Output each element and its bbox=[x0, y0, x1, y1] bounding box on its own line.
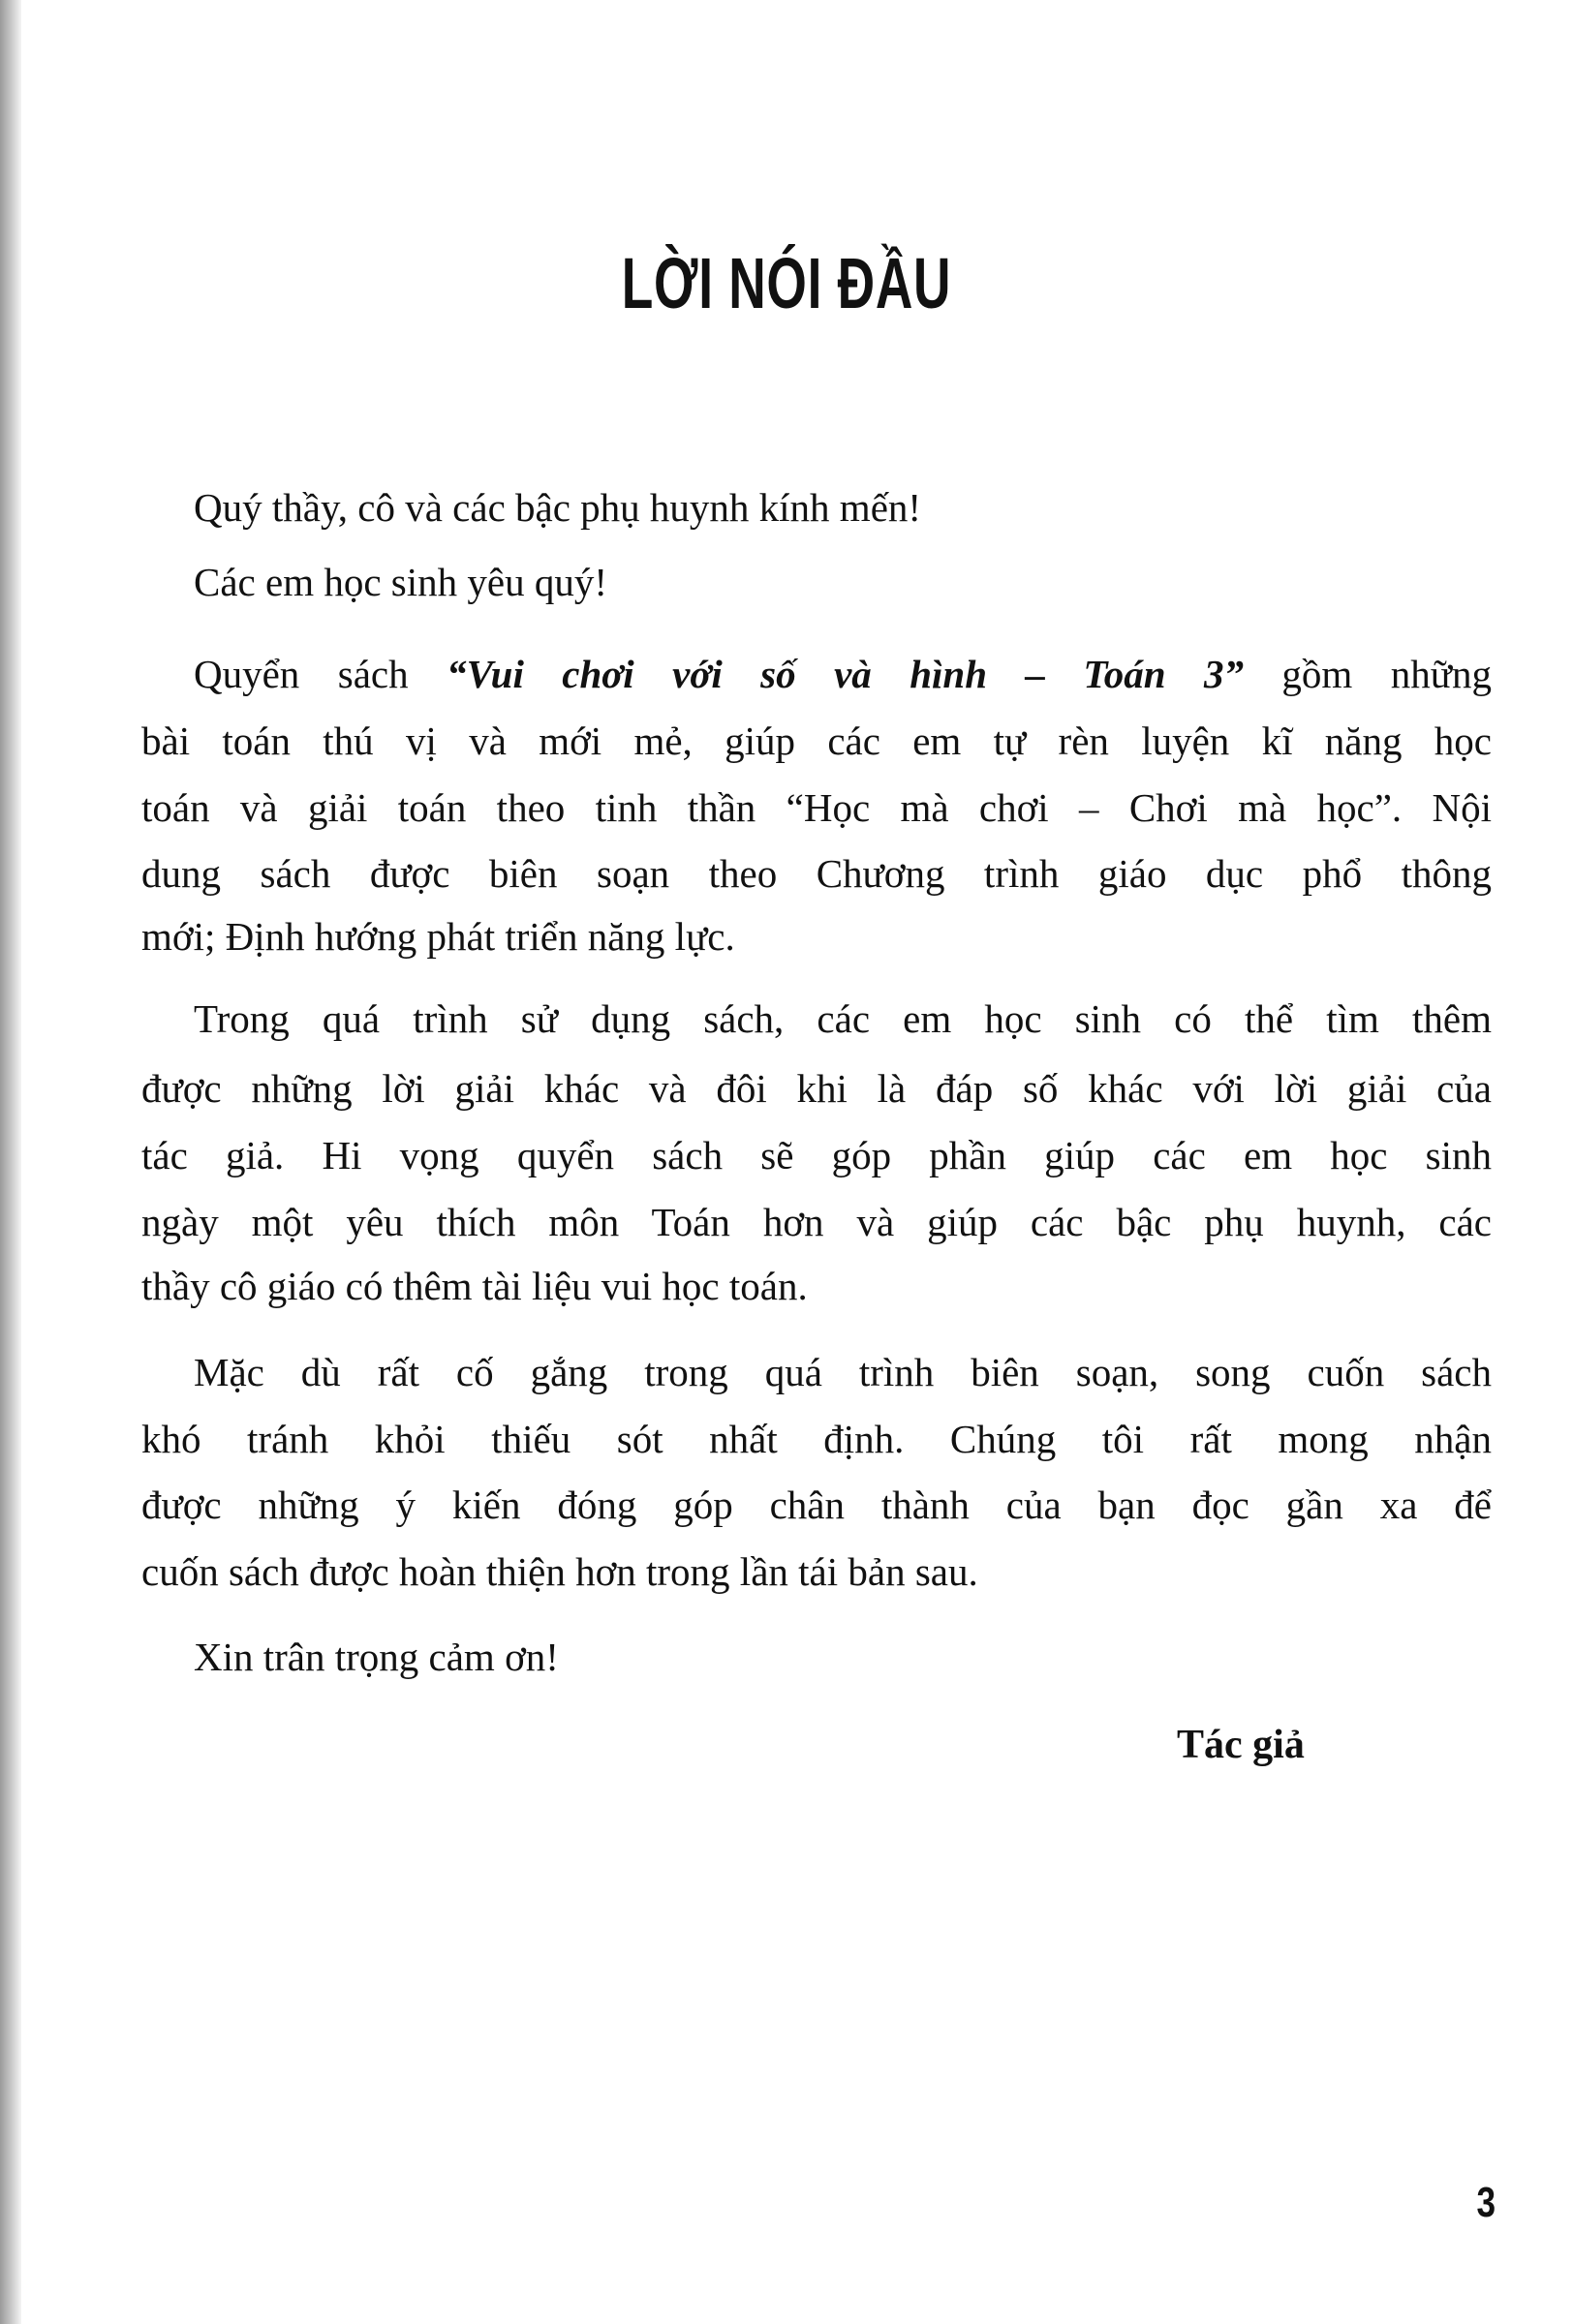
paragraph-line: được những ý kiến đóng góp chân thành của bạn đọc gần xa để bbox=[141, 1483, 1492, 1527]
paragraph-line: bài toán thú vị và mới mẻ, giúp các em tự rèn luyện kĩ năng học bbox=[141, 719, 1492, 763]
paragraph-line: ngày một yêu thích môn Toán hơn và giúp các bậc phụ huynh, các bbox=[141, 1200, 1492, 1244]
paragraph-line: cuốn sách được hoàn thiện hơn trong lần tái bản sau. bbox=[141, 1549, 978, 1594]
closing-line: Xin trân trọng cảm ơn! bbox=[194, 1635, 559, 1679]
paragraph-line: khó tránh khỏi thiếu sót nhất định. Chúng tôi rất mong nhận bbox=[141, 1417, 1492, 1461]
text: Quyển sách bbox=[194, 652, 447, 696]
paragraph-line: mới; Định hướng phát triển năng lực. bbox=[141, 914, 735, 959]
paragraph-line: toán và giải toán theo tinh thần “Học mà chơi – Chơi mà học”. Nội bbox=[141, 785, 1492, 830]
greeting-line: Quý thầy, cô và các bậc phụ huynh kính mến! bbox=[194, 485, 922, 530]
paragraph-line: tác giả. Hi vọng quyển sách sẽ góp phần giúp các em học sinh bbox=[141, 1133, 1492, 1177]
text: gồm những bbox=[1281, 652, 1492, 696]
paragraph-line bbox=[194, 651, 1492, 697]
paragraph-line: Mặc dù rất cố gắng trong quá trình biên soạn, song cuốn sách bbox=[194, 1350, 1492, 1394]
paragraph-line: Trong quá trình sử dụng sách, các em học sinh có thể tìm thêm bbox=[194, 996, 1492, 1041]
book-binding-shadow bbox=[0, 0, 21, 2324]
book-title: “Vui chơi với số và hình – Toán 3” bbox=[447, 652, 1244, 696]
paragraph-line: thầy cô giáo có thêm tài liệu vui học toán. bbox=[141, 1264, 808, 1308]
paragraph-line: dung sách được biên soạn theo Chương trình giáo dục phổ thông bbox=[141, 851, 1492, 896]
paragraph-line: được những lời giải khác và đôi khi là đáp số khác với lời giải của bbox=[141, 1066, 1492, 1111]
page-title: LỜI NÓI ĐẦU bbox=[621, 243, 952, 323]
page-number: 3 bbox=[1476, 2179, 1496, 2226]
greeting-line: Các em học sinh yêu quý! bbox=[194, 560, 607, 604]
signature: Tác giả bbox=[1177, 1723, 1305, 1767]
